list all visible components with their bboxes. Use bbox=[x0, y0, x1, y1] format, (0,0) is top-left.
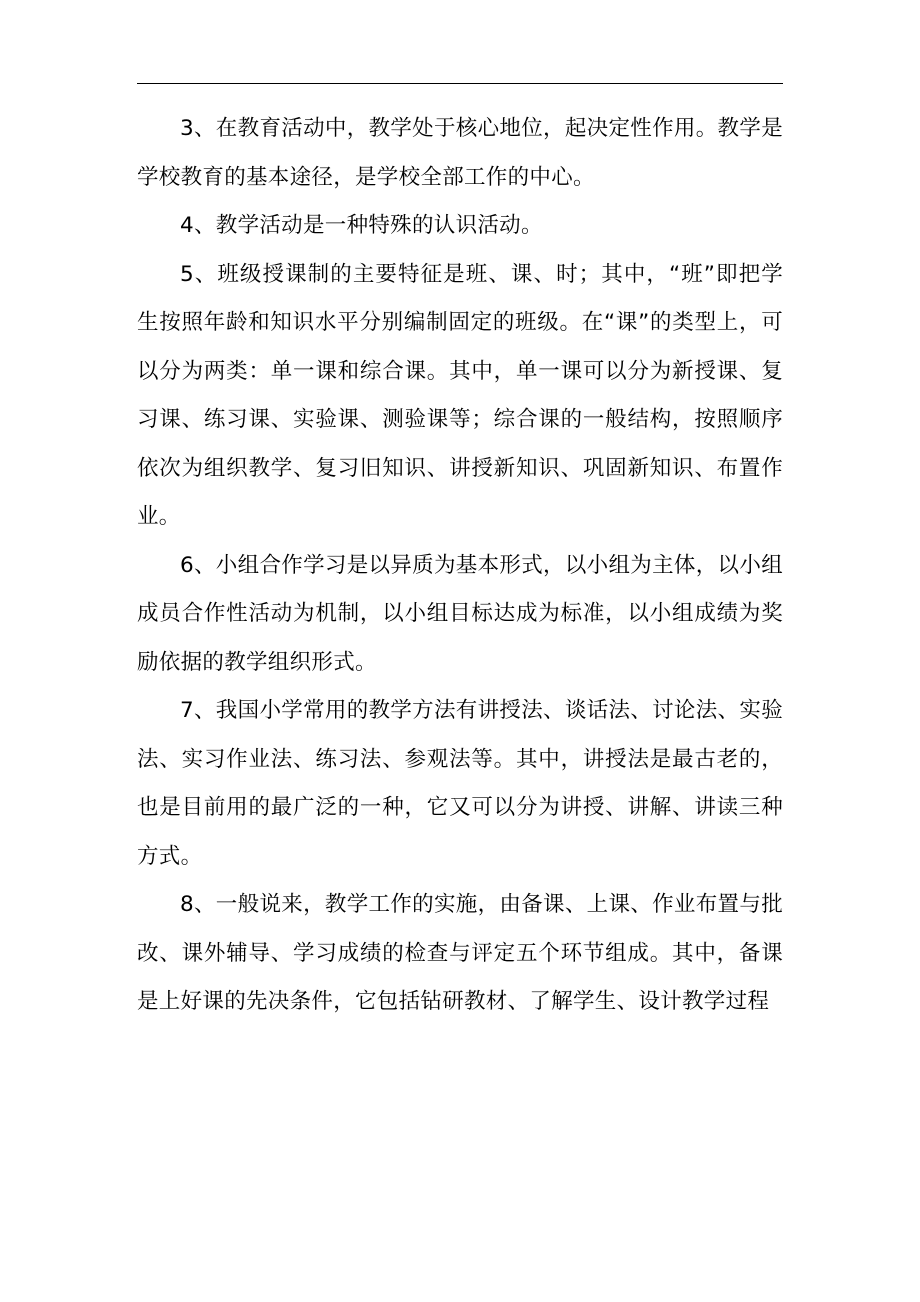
paragraph-6: 6、小组合作学习是以异质为基本形式，以小组为主体，以小组成员合作性活动为机制，以小组目标达成为标准，以小组成绩为奖励依据的教学组织形式。 bbox=[137, 552, 783, 675]
header-rule bbox=[137, 83, 783, 84]
document-body bbox=[137, 105, 783, 1027]
paragraph-5: 5、班级授课制的主要特征是班、课、时；其中，“班”即把学生按照年龄和知识水平分别编制固定的班级。在“课”的类型上，可以分为两类：单一课和综合课。其中，单一课可以分为新授课、复习课、练习课、实验课、测验课等；综合课的一般结构，按照顺序依次为组织教学、复习旧知识、讲授新知识、巩固新知识、布置作业。 bbox=[137, 261, 783, 529]
paragraph-4: 4、教学活动是一种特殊的认识活动。 bbox=[180, 213, 543, 238]
paragraph-8: 8、一般说来，教学工作的实施，由备课、上课、作业布置与批改、课外辅导、学习成绩的检查与评定五个环节组成。其中，备课是上好课的先决条件，它包括钻研教材、了解学生、设计教学过程 bbox=[137, 892, 783, 1014]
paragraph-7: 7、我国小学常用的教学方法有讲授法、谈话法、讨论法、实验法、实习作业法、练习法、参观法等。其中，讲授法是最古老的，也是目前用的最广泛的一种，它又可以分为讲授、讲解、讲读三种方式。 bbox=[137, 698, 783, 869]
paragraph-3: 3、在教育活动中，教学处于核心地位，起决定性作用。教学是学校教育的基本途径，是学校全部工作的中心。 bbox=[137, 116, 783, 190]
